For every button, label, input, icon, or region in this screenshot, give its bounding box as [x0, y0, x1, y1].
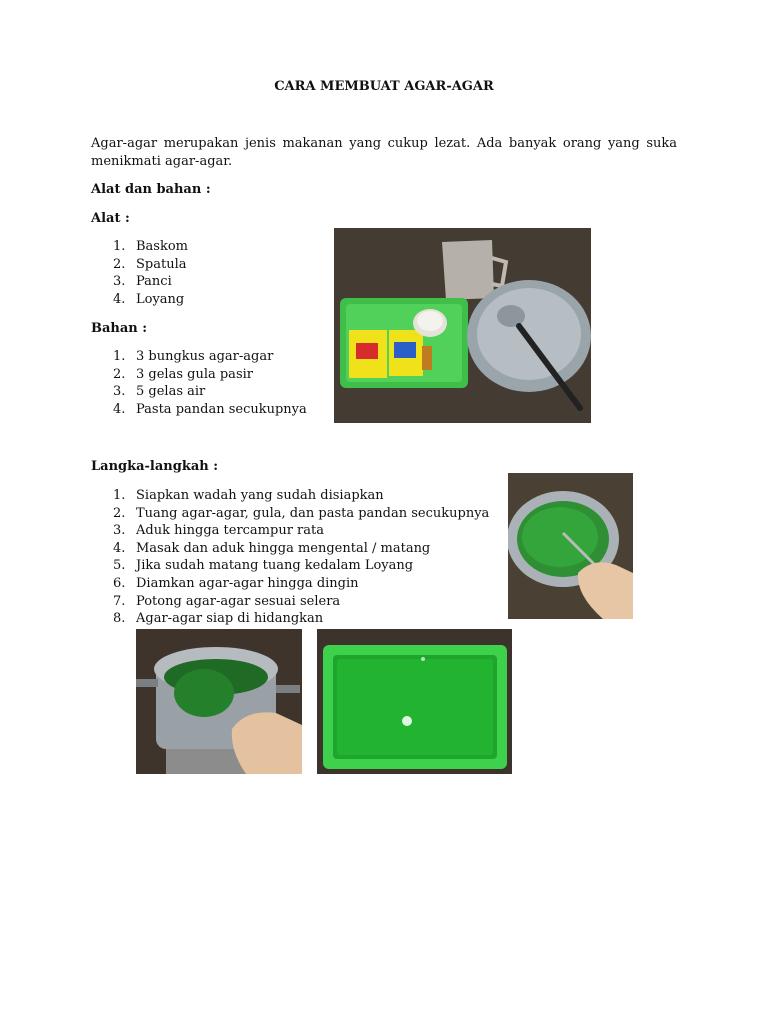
cooking-pot-photo	[136, 629, 302, 774]
list-item: 1. Siapkan wadah yang sudah disiapkan	[113, 488, 384, 503]
langkah-list	[91, 487, 489, 628]
bahan-list	[91, 348, 307, 418]
list-item: 3. 5 gelas air	[113, 384, 206, 400]
list-item: 2. 3 gelas gula pasir	[113, 366, 253, 382]
list-item: 2. Spatula	[113, 256, 187, 272]
heading-alat: Alat :	[91, 211, 130, 226]
list-item: 8. Agar-agar siap di hidangkan	[113, 611, 324, 627]
list-item: 6. Diamkan agar-agar hingga dingin	[113, 575, 359, 591]
intro-paragraph: Agar-agar merupakan jenis makanan yang cukup lezat. Ada banyak orang yang suka menikmati agar-agar.	[91, 136, 677, 169]
list-item: 3. Aduk hingga tercampur rata	[113, 523, 324, 539]
list-item: 4. Masak dan aduk hingga mengental / matang	[113, 540, 431, 556]
list-item: 3. Panci	[113, 274, 172, 290]
heading-bahan: Bahan :	[91, 321, 148, 336]
page-title: CARA MEMBUAT AGAR-AGAR	[274, 79, 494, 94]
list-item: 2. Tuang agar-agar, gula, dan pasta pandan secukupnya	[113, 505, 490, 521]
alat-list	[91, 238, 188, 308]
list-item: 1. 3 bungkus agar-agar	[113, 349, 274, 364]
mixing-basin-photo	[508, 473, 633, 619]
heading-langkah: Langka-langkah :	[91, 459, 219, 474]
heading-alat-dan-bahan: Alat dan bahan :	[91, 182, 211, 197]
list-item: 4. Loyang	[113, 291, 185, 307]
agar-in-tray-photo	[317, 629, 512, 774]
list-item: 4. Pasta pandan secukupnya	[113, 401, 307, 417]
list-item: 5. Jika sudah matang tuang kedalam Loyang	[113, 558, 414, 574]
list-item: 7. Potong agar-agar sesuai selera	[113, 593, 341, 609]
tools-ingredients-photo	[334, 228, 591, 423]
list-item: 1. Baskom	[113, 239, 189, 254]
